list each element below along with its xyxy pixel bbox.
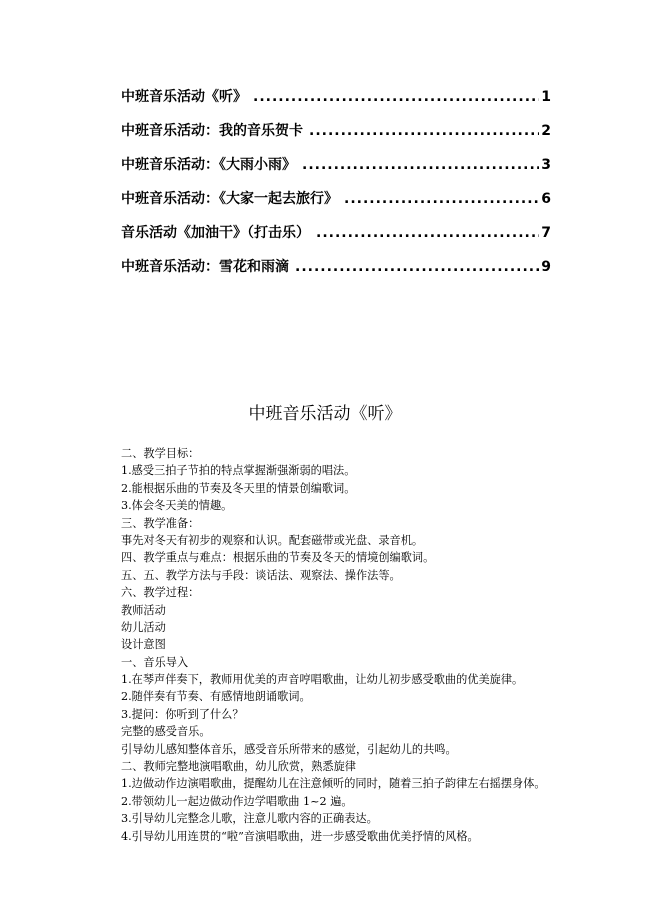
toc-entry-title: 中班音乐活动《听》 bbox=[121, 89, 247, 105]
toc-entry-title: 中班音乐活动：我的音乐贺卡 bbox=[121, 123, 303, 139]
table-of-contents bbox=[121, 86, 551, 290]
body-line: 二、教师完整地演唱歌曲，幼儿欣赏，熟悉旋律 bbox=[121, 760, 356, 774]
toc-entry-title: 中班音乐活动：雪花和雨滴 bbox=[121, 259, 289, 275]
toc-dot-leader bbox=[344, 191, 539, 207]
toc-entry[interactable] bbox=[121, 154, 551, 188]
toc-entry[interactable] bbox=[121, 188, 551, 222]
toc-entry-page: 9 bbox=[541, 259, 551, 275]
toc-dot-leader bbox=[253, 89, 539, 105]
body-line: 2.能根据乐曲的节奏及冬天里的情景创编歌词。 bbox=[121, 481, 356, 495]
toc-dot-leader bbox=[295, 259, 539, 275]
body-line: 二、教学目标： bbox=[121, 447, 200, 460]
toc-entry-page: 2 bbox=[541, 123, 551, 139]
toc-entry[interactable] bbox=[121, 120, 551, 154]
body-line: 2.随伴奏有节奏、有感情地朗诵歌词。 bbox=[121, 690, 311, 704]
body-line: 幼儿活动 bbox=[121, 620, 166, 634]
toc-entry[interactable] bbox=[121, 256, 551, 290]
document-body bbox=[121, 445, 591, 845]
toc-entry[interactable] bbox=[121, 222, 551, 256]
body-line: 3.引导幼儿完整念儿歌，注意儿歌内容的正确表达。 bbox=[121, 812, 378, 826]
body-line: 3.体会冬天美的情趣。 bbox=[121, 499, 233, 513]
body-line: 一、音乐导入 bbox=[121, 655, 189, 669]
body-line: 四、教学重点与难点：根据乐曲的节奏及冬天的情境创编歌词。 bbox=[121, 551, 435, 565]
toc-entry-page: 7 bbox=[541, 225, 551, 241]
body-line: 2.带领幼儿一起边做动作边学唱歌曲 1~2 遍。 bbox=[121, 794, 353, 808]
body-line: 3.提问：你听到了什么？ bbox=[121, 707, 244, 721]
body-line: 五、五、教学方法与手段：谈话法、观察法、操作法等。 bbox=[121, 568, 401, 582]
toc-entry-title: 音乐活动《加油干》（打击乐） bbox=[121, 225, 310, 241]
body-line: 1.感受三拍子节拍的特点掌握渐强渐弱的唱法。 bbox=[121, 464, 356, 478]
toc-entry-page: 1 bbox=[541, 89, 551, 105]
body-line: 设计意图 bbox=[121, 638, 166, 652]
body-line: 1.在琴声伴奏下，教师用优美的声音哼唱歌曲，让幼儿初步感受歌曲的优美旋律。 bbox=[121, 673, 524, 687]
body-line: 六、教学过程： bbox=[121, 586, 200, 600]
toc-entry-title: 中班音乐活动：《大雨小雨》 bbox=[121, 157, 296, 173]
body-line: 4.引导幼儿用连贯的“啦”音演唱歌曲，进一步感受歌曲优美抒情的风格。 bbox=[121, 829, 479, 843]
toc-dot-leader bbox=[309, 123, 539, 139]
toc-dot-leader bbox=[316, 225, 539, 241]
body-line: 引导幼儿感知整体音乐，感受音乐所带来的感觉，引起幼儿的共鸣。 bbox=[121, 742, 457, 756]
document-title: 中班音乐活动《听》 bbox=[248, 404, 402, 424]
body-line: 完整的感受音乐。 bbox=[121, 725, 211, 739]
body-line: 教师活动 bbox=[121, 603, 166, 617]
toc-entry-title: 中班音乐活动：《大家一起去旅行》 bbox=[121, 191, 338, 207]
body-line: 1.边做动作边演唱歌曲，提醒幼儿在注意倾听的同时，随着三拍子韵律左右摇摆身体。 bbox=[121, 777, 546, 791]
toc-entry[interactable] bbox=[121, 86, 551, 120]
toc-dot-leader bbox=[302, 157, 539, 173]
toc-entry-page: 3 bbox=[541, 157, 551, 173]
body-line: 三、教学准备： bbox=[121, 516, 200, 530]
toc-entry-page: 6 bbox=[541, 191, 551, 207]
body-line: 事先对冬天有初步的观察和认识。配套磁带或光盘、录音机。 bbox=[121, 533, 424, 547]
